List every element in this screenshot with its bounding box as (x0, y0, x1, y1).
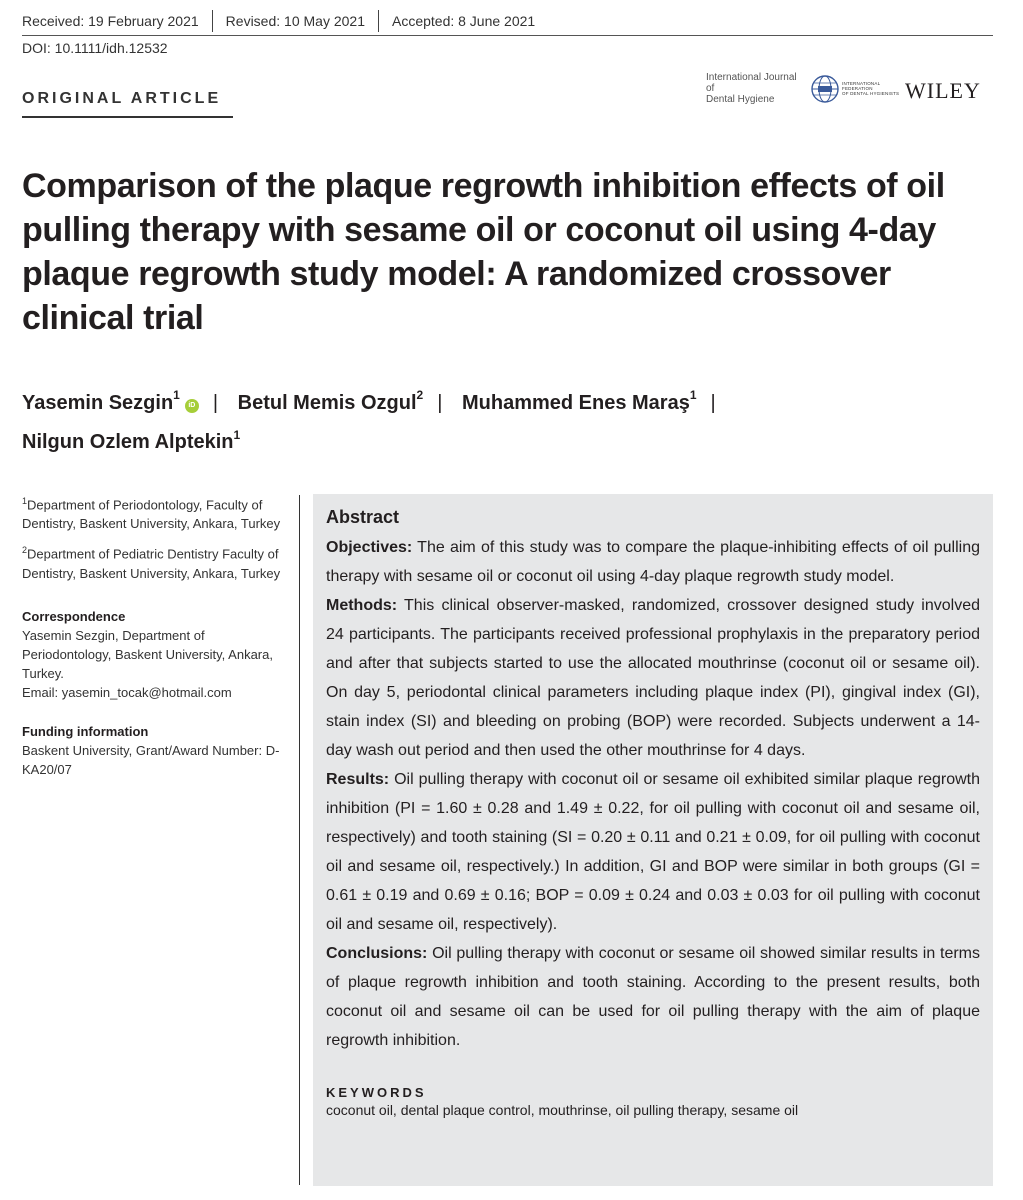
correspondence-email[interactable]: Email: yasemin_tocak@hotmail.com (22, 684, 232, 700)
correspondence-block (22, 607, 290, 702)
article-type-underline (22, 116, 233, 118)
abstract-objectives: Objectives: The aim of this study was to compare the plaque-inhibiting effects of oil pulling therapy with sesame oil or coconut oil using 4-day plaque regrowth study model. (326, 539, 980, 585)
publisher-logo: WILEY (905, 78, 981, 103)
header-rule (22, 35, 993, 36)
journal-name: International Journal of Dental Hygiene (706, 72, 797, 105)
author-name[interactable]: Betul Memis Ozgul$^2$ (237, 388, 424, 414)
revised-date: Revised: 10 May 2021 (225, 13, 365, 29)
abstract-heading: Abstract (326, 507, 400, 527)
keywords-list: coconut oil, dental plaque control, mouthrinse, oil pulling therapy, sesame oil (326, 1102, 799, 1118)
abstract-box (313, 494, 993, 1186)
author-separator: | (212, 391, 219, 414)
doi[interactable]: DOI: 10.1111/idh.12532 (22, 40, 168, 56)
author-separator: | (437, 391, 443, 414)
column-divider (299, 495, 300, 1185)
author-name[interactable]: Nilgun Ozlem Alptekin$^1$ (22, 427, 241, 454)
article-title: Comparison of the plaque regrowth inhibition effects of oil pulling therapy with sesame oil or coconut oil using 4-day plaque regrowth study model: A randomized crossover clinical trial (22, 167, 945, 337)
divider (378, 10, 379, 32)
article-type: ORIGINAL ARTICLE (22, 90, 222, 107)
abstract-results: Results: Oil pulling therapy with coconut oil or sesame oil exhibited similar plaque regrowth inhibition (PI = 1.60 ± 0.28 and 1.49 ± 0.22, for oil pulling with coconut oil and sesame oil, respectively) and tooth staining (SI = 0.20 ± 0.11 and 0.21 ± 0.09, for oil pulling with coconut oil and sesame oil, respectively.) In addition, GI and BOP were similar in both groups (GI = 0.61 ± 0.19 and 0.69 ± 0.16; BOP = 0.09 ± 0.24 and 0.03 ± 0.03 for oil pulling with coconut oil and sesame oil, respectively). (326, 771, 980, 933)
funding-heading: Funding information (22, 723, 149, 739)
keywords-heading: KEYWORDS (326, 1085, 427, 1100)
author-separator: | (710, 391, 716, 414)
abstract-body (326, 533, 980, 1055)
article-info-sidebar (22, 492, 290, 793)
received-date: Received: 19 February 2021 (22, 13, 199, 29)
affiliation-2: $^2$Department of Pediatric Dentistry Faculty of Dentistry, Baskent University, Ankara, Turkey (22, 545, 281, 581)
accepted-date: Accepted: 8 June 2021 (391, 13, 536, 29)
author-name[interactable]: Muhammed Enes Maraş$^1$ (461, 388, 697, 414)
funding-text: Baskent University, Grant/Award Number: D-KA20/07 (22, 742, 280, 777)
dates-line (22, 10, 535, 32)
author-list (22, 380, 1002, 459)
federation-name: INTERNATIONAL FEDERATION OF DENTAL HYGIENISTS (842, 81, 900, 96)
correspondence-heading: Correspondence (22, 608, 126, 624)
ifdh-globe-icon (810, 74, 840, 104)
abstract-conclusions: Conclusions: Oil pulling therapy with coconut or sesame oil showed similar results in terms of plaque regrowth inhibition and tooth staining. According to the present results, both coconut oil and sesame oil can be used for oil pulling therapy with the aim of plaque regrowth inhibition. (326, 945, 980, 1049)
abstract-methods: Methods: This clinical observer-masked, randomized, crossover designed study involved 24 participants. The participants received professional prophylaxis in the preparatory period and after that subjects started to use the allocated mouthrinse (coconut oil or sesame oil). On day 5, periodontal clinical parameters including plaque index (PI), gingival index (GI), stain index (SI) and bleeding on probing (BOP) were recorded. Subjects underwent a 14-day wash out period and then used the other mouthrinse for 4 days. (326, 597, 980, 759)
divider (212, 10, 213, 32)
orcid-icon[interactable]: iD (185, 399, 199, 413)
funding-block (22, 722, 290, 779)
author-name[interactable]: Yasemin Sezgin$^1$ (22, 388, 180, 414)
journal-logo (706, 72, 902, 105)
correspondence-text: Yasemin Sezgin, Department of Periodontology, Baskent University, Ankara, Turkey. (22, 627, 273, 681)
affiliation-1: $^1$Department of Periodontology, Faculty of Dentistry, Baskent University, Ankara, Turkey (22, 496, 281, 532)
